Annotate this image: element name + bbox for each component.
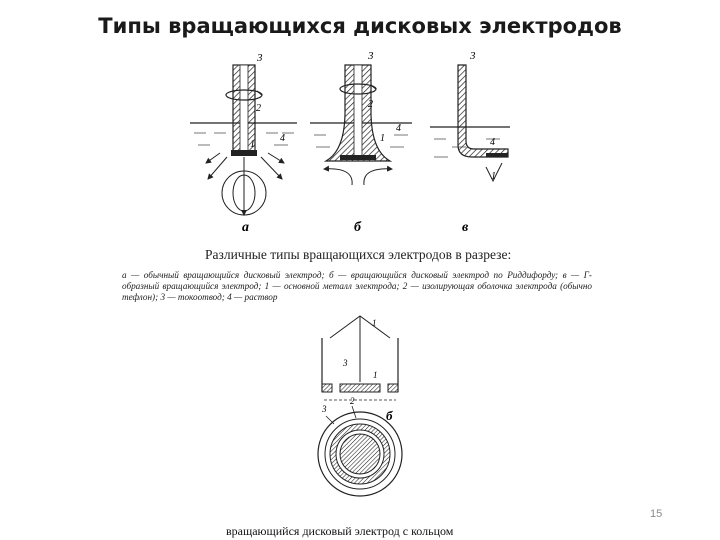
ring-disk-label-1-top: 1: [372, 318, 377, 328]
part-label-a: а: [242, 220, 249, 235]
electrode-a-label-3: 3: [257, 52, 263, 64]
ring-disk-label-2: 2: [350, 396, 355, 406]
electrode-types-figure: [190, 45, 530, 245]
part-label-c: в: [462, 220, 469, 235]
electrode-a-label-1: 1: [250, 139, 255, 150]
electrode-b-label-4: 4: [396, 123, 401, 134]
electrode-b-label-2: 2: [368, 99, 373, 110]
electrode-c-drawing: [430, 65, 510, 181]
ring-disk-caption: вращающийся дисковый электрод с кольцом: [226, 524, 454, 538]
part-label-b: б: [354, 220, 361, 235]
electrode-a-label-2: 2: [256, 103, 261, 114]
ring-disk-section-view: [322, 316, 398, 400]
ring-disk-electrode-figure: [300, 308, 420, 508]
electrode-c-label-3: 3: [470, 50, 476, 62]
electrode-b-label-3: 3: [368, 50, 374, 62]
ring-disk-part-label: б: [386, 408, 393, 423]
figure-caption-body: а — обычный вращающийся дисковый электрод; б — вращающийся дисковый электрод по Риддифорду; в — Г-образный вращающийся электрод; 1 — основной металл электрода; 2 — изолирующая оболочка электрода (обычно тефлон); 3 — токоотвод; 4 — раствор: [122, 270, 592, 302]
page-number: 15: [650, 508, 663, 520]
electrode-c-label-4: 4: [490, 137, 495, 148]
ring-disk-label-1-disk: 1: [373, 370, 378, 380]
ring-disk-label-3-side: 3: [343, 358, 348, 368]
slide-title: Типы вращающихся дисковых электродов: [98, 14, 622, 38]
electrode-c-label-1: 1: [491, 171, 496, 182]
electrode-a-label-4: 4: [280, 133, 285, 144]
ring-disk-label-3-plan: 3: [322, 404, 327, 414]
figure-caption-heading: Различные типы вращающихся электродов в разрезе:: [205, 247, 512, 262]
electrode-b-label-1: 1: [380, 133, 385, 144]
